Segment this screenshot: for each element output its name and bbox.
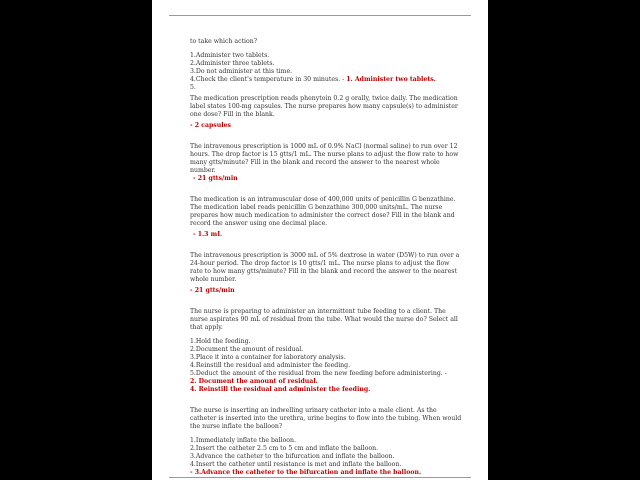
q1-option-3: 3.Do not administer at this time.	[190, 68, 293, 75]
q6-answer-2: 4. Reinstill the residual and administer the feeding.	[190, 386, 371, 393]
document-page	[152, 0, 488, 480]
q1-answer: 1. Administer two tablets.	[346, 76, 436, 83]
q1-option-4	[190, 76, 462, 84]
q1-option-1: 1.Administer two tablets.	[190, 52, 270, 59]
q4-answer: - 1.3 mL	[193, 231, 222, 238]
q6-option-4: 4.Reinstill the residual and administer the feeding.	[190, 362, 351, 369]
document-content	[190, 38, 462, 477]
q7-option-1: 1.Immediately inflate the balloon.	[190, 437, 296, 444]
q6-option-2: 2.Document the amount of residual.	[190, 346, 304, 353]
q2-stem: The medication prescription reads phenytoin 0.2 g orally, twice daily. The medication label states 100-mg capsules. The nurse prepares how many capsule(s) to administer one dose? Fill in the blank.	[190, 95, 458, 118]
q6-option-3: 3.Place it into a container for laboratory analysis.	[190, 354, 346, 361]
q7-stem: The nurse is inserting an indwelling urinary catheter into a male client. As the catheter is inserted into the urethra, urine begins to flow into the tubing. When would the nurse inflate the balloon?	[190, 407, 462, 430]
q6-answer-1: 2. Document the amount of residual.	[190, 378, 318, 385]
q2-answer: - 2 capsules	[190, 122, 232, 129]
q1-option-5: 5.	[190, 84, 196, 91]
top-rule	[169, 15, 471, 16]
q3-answer: - 21 gtts/min	[193, 175, 238, 182]
q1-option-2: 2.Administer three tablets.	[190, 60, 275, 67]
q7-option-3: 3.Advance the catheter to the bifurcation and inflate the balloon.	[190, 453, 395, 460]
q4-stem: The medication is an intramuscular dose of 400,000 units of penicillin G benzathine. The medication label reads penicillin G benzathine 300,000 units/mL. The nurse prepares how much medication to administer the correct dose? Fill in the blank and record the answer using one decimal place.	[190, 196, 456, 227]
q5-answer: - 21 gtts/min	[190, 287, 235, 294]
q7-answer: - 3.Advance the catheter to the bifurcation and inflate the balloon.	[190, 469, 422, 476]
q1-stem-end: to take which action?	[190, 38, 258, 45]
q7-option-2: 2.Insert the catheter 2.5 cm to 5 cm and inflate the balloon.	[190, 445, 379, 452]
q7-option-4: 4.Insert the catheter until resistance is met and inflate the balloon.	[190, 461, 402, 468]
q3-stem: The intravenous prescription is 1000 mL of 0.9% NaCl (normal saline) to run over 12 hours. The drop factor is 15 gtts/1 mL. The nurse plans to adjust the flow rate to how many gtts/minute? Fill in the blank and record the answer to the nearest whole number.	[190, 143, 459, 174]
bottom-rule	[169, 477, 471, 478]
q1-option-4-text: 4.Check the client's temperature in 30 minutes. -	[190, 76, 347, 83]
q6-stem: The nurse is preparing to administer an intermittent tube feeding to a client. The nurse aspirates 90 mL of residual from the tube. What would the nurse do? Select all that apply.	[190, 308, 458, 331]
q6-option-1: 1.Hold the feeding.	[190, 338, 251, 345]
q6-option-5: 5.Deduct the amount of the residual from the new feeding before administering. -	[190, 370, 447, 377]
q5-stem: The intravenous prescription is 3000 mL of 5% dextrose in water (D5W) to run over a 24-hour period. The drop factor is 10 gtts/1 mL. The nurse plans to adjust the flow rate to how many gtts/minute? Fill in the blank and record the answer to the nearest whole number.	[190, 252, 460, 283]
